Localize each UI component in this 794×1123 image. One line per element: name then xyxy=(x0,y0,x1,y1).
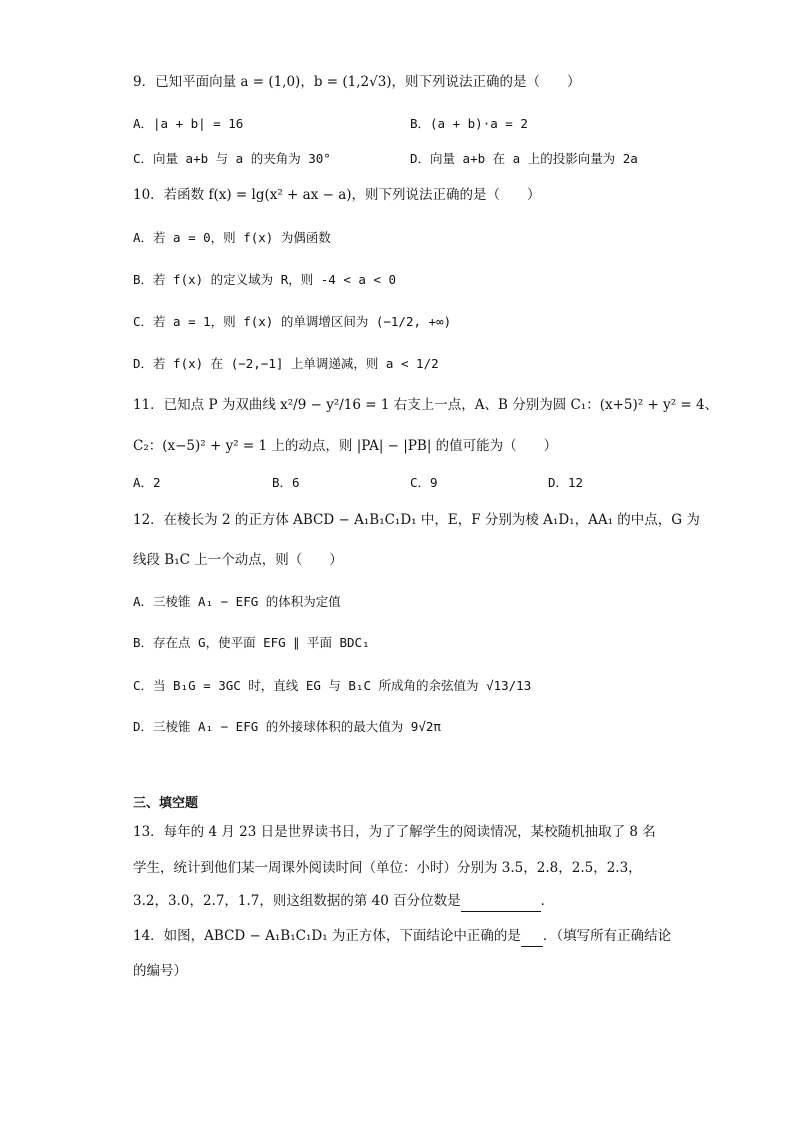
q13-answer-blank xyxy=(461,891,541,912)
q10-option-d: D．若 f(x) 在 (−2,−1] 上单调递减，则 a < 1/2 xyxy=(133,356,439,371)
q9-option-c: C．向量 a+b 与 a 的夹角为 30° xyxy=(133,151,331,166)
q10-option-a: A．若 a = 0，则 f(x) 为偶函数 xyxy=(133,230,331,245)
q14-line1-text: 14．如图，ABCD − A₁B₁C₁D₁ 为正方体，下面结论中正确的是 xyxy=(133,928,521,944)
q11-option-c: C．9 xyxy=(410,475,438,490)
q14-line1-end: ．（填写所有正确结论 xyxy=(542,928,672,944)
q12-option-d: D．三棱锥 A₁ − EFG 的外接球体积的最大值为 9√2π xyxy=(133,719,441,734)
q13-line2: 学生，统计到他们某一周课外阅读时间（单位：小时）分别为 3.5，2.8，2.5，2.3， xyxy=(133,860,642,876)
q12-option-c: C．当 B₁G = 3GC 时，直线 EG 与 B₁C 所成角的余弦值为 √13/13 xyxy=(133,678,532,693)
q11-option-d: D．12 xyxy=(548,475,584,490)
q12-option-a: A．三棱锥 A₁ − EFG 的体积为定值 xyxy=(133,594,341,609)
q12-stem-line1: 12．在棱长为 2 的正方体 ABCD − A₁B₁C₁D₁ 中，E，F 分别为棱 A₁D₁，AA₁ 的中点，G 为 xyxy=(133,512,700,528)
q12-stem-line2: 线段 B₁C 上一个动点，则（ ） xyxy=(133,552,343,568)
q10-stem: 10．若函数 f(x) = lg(x² + ax − a)，则下列说法正确的是（ ） xyxy=(133,187,541,203)
q14-line1 xyxy=(133,926,671,947)
section-heading-fill-in: 三、填空题 xyxy=(133,796,199,811)
q13-line3 xyxy=(133,891,554,912)
q13-line1: 13．每年的 4 月 23 日是世界读书日，为了了解学生的阅读情况，某校随机抽取了 8 名 xyxy=(133,824,656,840)
q9-option-d: D．向量 a+b 在 a 上的投影向量为 2a xyxy=(410,151,638,166)
q10-option-c: C．若 a = 1，则 f(x) 的单调增区间为 (−1/2, +∞) xyxy=(133,314,452,329)
q9-option-b: B．(a + b)·a = 2 xyxy=(410,116,528,131)
q13-line3-text: 3.2，3.0，2.7，1.7，则这组数据的第 40 百分位数是 xyxy=(133,893,461,909)
q13-line3-end: ． xyxy=(540,893,555,909)
q12-option-b: B．存在点 G，使平面 EFG ∥ 平面 BDC₁ xyxy=(133,635,370,650)
q9-option-a: A．|a + b| = 16 xyxy=(133,116,244,131)
q14-answer-blank xyxy=(521,926,543,947)
q11-stem-line2: C₂：(x−5)² + y² = 1 上的动点，则 |PA| − |PB| 的值可能为（ ） xyxy=(133,438,558,454)
q11-stem-line1: 11．已知点 P 为双曲线 x²/9 − y²/16 = 1 右支上一点，A、B 分别为圆 C₁：(x+5)² + y² = 4、 xyxy=(133,397,719,413)
q14-line2: 的编号） xyxy=(133,963,187,979)
q9-stem: 9．已知平面向量 a = (1,0)，b = (1,2√3)，则下列说法正确的是（ ） xyxy=(133,74,581,90)
q11-option-b: B．6 xyxy=(272,475,300,490)
q10-option-b: B．若 f(x) 的定义域为 R，则 -4 < a < 0 xyxy=(133,272,397,287)
q11-option-a: A．2 xyxy=(133,475,161,490)
